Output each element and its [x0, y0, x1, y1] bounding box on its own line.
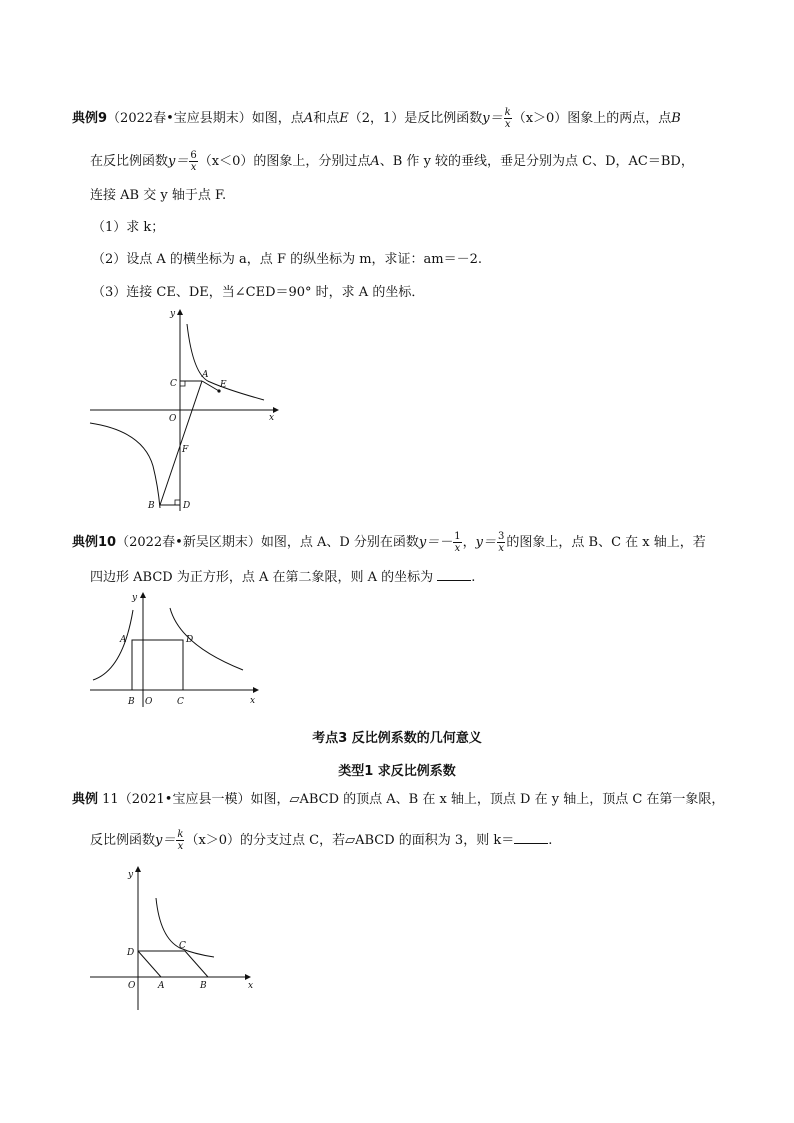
ex11-line2	[90, 829, 552, 852]
ex9-label: 典例9	[72, 111, 108, 126]
ex10-line2	[90, 568, 475, 588]
ex9-right-angle-c	[180, 381, 185, 386]
ex9-frac-den: x	[504, 119, 511, 130]
ex10-y-eq-2: y＝	[475, 535, 497, 550]
ex10-frac-3-num: 3	[498, 531, 505, 542]
ex11-fraction-k	[176, 829, 184, 852]
ex9-line3: 连接 AB 交 y 轴于点 F.	[90, 188, 227, 203]
ex10-text-2: 四边形 ABCD 为正方形，点 A 在第二象限，则 A 的坐标为	[90, 570, 434, 585]
ex10-frac-1-num: 1	[454, 531, 461, 542]
ex11-text-2a: 反比例函数	[90, 833, 156, 848]
ex9-figure	[88, 306, 288, 516]
ex10-frac-1-den: x	[454, 543, 461, 554]
ex10-label-x: x	[250, 696, 256, 706]
ex9-label-b: B	[148, 501, 155, 511]
ex11-label-c: C	[179, 941, 186, 951]
ex9-question-2: （2）设点 A 的横坐标为 a，点 F 的纵坐标为 m，求证：am＝－2.	[92, 252, 483, 267]
ex10-curve-right	[170, 608, 243, 670]
ex11-text-1a: 11（2021•宝应县一模）如图，▱ABCD 的顶点 A、B 在 x 轴上，顶点 D 在 y 轴上，顶点 C 在第一象限，	[98, 792, 725, 807]
ex9-label-x: x	[269, 413, 275, 423]
ex11-label-b: B	[200, 981, 207, 991]
section-title: 考点3 反比例系数的几何意义	[312, 731, 482, 746]
ex9-label-d: D	[183, 501, 191, 511]
ex9-frac-6-den: x	[190, 162, 197, 173]
ex9-frac-num: k	[504, 107, 511, 118]
ex9-question-1: （1）求 k；	[92, 220, 165, 235]
ex10-fraction-1	[453, 531, 461, 554]
ex10-label: 典例10	[72, 535, 117, 550]
ex10-square-abcd	[132, 640, 183, 690]
ex10-figure	[88, 590, 268, 708]
ex9-point-b: B	[671, 111, 681, 126]
ex9-right-angle-d	[175, 500, 180, 505]
ex11-answer-blank[interactable]	[514, 831, 548, 844]
ex9-point-a-2: A	[370, 154, 380, 169]
ex9-point-a: A	[303, 111, 314, 126]
ex9-segment-ab	[160, 381, 202, 505]
ex9-point-e: E	[339, 111, 349, 126]
ex9-text-2c: 、B 作 y 较的垂线，垂足分别为点 C、D，AC＝BD，	[379, 154, 694, 169]
ex11-label-y: y	[128, 870, 134, 880]
ex11-text-2b: （x＞0）的分支过点 C，若▱ABCD 的面积为 3，则 k＝	[185, 833, 515, 848]
ex11-line1	[72, 790, 724, 810]
ex11-figure	[88, 862, 260, 1012]
ex9-text-1a: （2022春•宝应县期末）如图，点	[107, 111, 304, 126]
ex9-line1	[72, 107, 681, 130]
ex10-period: .	[471, 570, 476, 585]
ex10-frac-3-den: x	[498, 543, 505, 554]
ex10-line1	[72, 531, 706, 554]
section-subtitle: 类型1 求反比例系数	[338, 764, 456, 779]
ex11-label-x: x	[248, 981, 254, 991]
ex10-text-1a: （2022春•新吴区期末）如图，点 A、D 分别在函数	[116, 535, 419, 550]
ex11-label-o: O	[128, 981, 136, 991]
ex9-frac-6-num: 6	[190, 150, 197, 161]
ex10-text-1b: 的图象上，点 B、C 在 x 轴上，若	[506, 535, 706, 550]
ex10-answer-blank[interactable]	[437, 568, 471, 581]
ex10-label-y: y	[132, 593, 138, 603]
ex9-fraction-6	[189, 150, 197, 173]
ex10-curve-left	[93, 610, 133, 680]
ex9-fraction-k	[504, 107, 512, 130]
ex9-label-y: y	[170, 309, 176, 319]
ex9-label-f: F	[182, 445, 189, 455]
ex9-line2	[90, 150, 694, 173]
ex11-segment-da	[138, 951, 161, 977]
ex9-label-o: O	[169, 414, 177, 424]
ex9-question-3: （3）连接 CE、DE，当∠CED＝90° 时，求 A 的坐标．	[92, 285, 425, 300]
ex11-y-eq: y＝	[155, 833, 176, 848]
ex10-label-a: A	[120, 635, 127, 645]
ex9-label-e: E	[220, 380, 227, 390]
ex10-label-o: O	[145, 697, 153, 707]
ex9-text-cond: （x＞0）图象上的两点，点	[512, 111, 672, 126]
ex9-label-a: A	[202, 370, 209, 380]
ex11-period: .	[548, 833, 553, 848]
ex10-y-eq-1: y＝－	[418, 535, 453, 550]
ex10-comma: ，	[462, 535, 476, 550]
ex11-label: 典例	[72, 792, 99, 807]
ex11-label-d: D	[127, 948, 135, 958]
ex9-y-eq: y＝	[482, 111, 503, 126]
ex9-text-pt: （2，1）是反比例函数	[348, 111, 483, 126]
ex11-frac-den: x	[177, 841, 184, 852]
ex9-label-c: C	[170, 379, 177, 389]
ex10-label-b: B	[128, 697, 135, 707]
ex9-y-eq-2: y＝	[168, 154, 189, 169]
ex9-text-2b: （x＜0）的图象上，分别过点	[198, 154, 371, 169]
ex10-fraction-3	[497, 531, 505, 554]
ex9-curve-left	[90, 423, 160, 508]
ex11-label-a: A	[158, 981, 165, 991]
ex9-text-2a: 在反比例函数	[90, 154, 169, 169]
ex9-text-and: 和点	[313, 111, 340, 126]
ex11-frac-num: k	[177, 829, 184, 840]
ex10-label-d: D	[186, 635, 194, 645]
ex10-label-c: C	[177, 697, 184, 707]
